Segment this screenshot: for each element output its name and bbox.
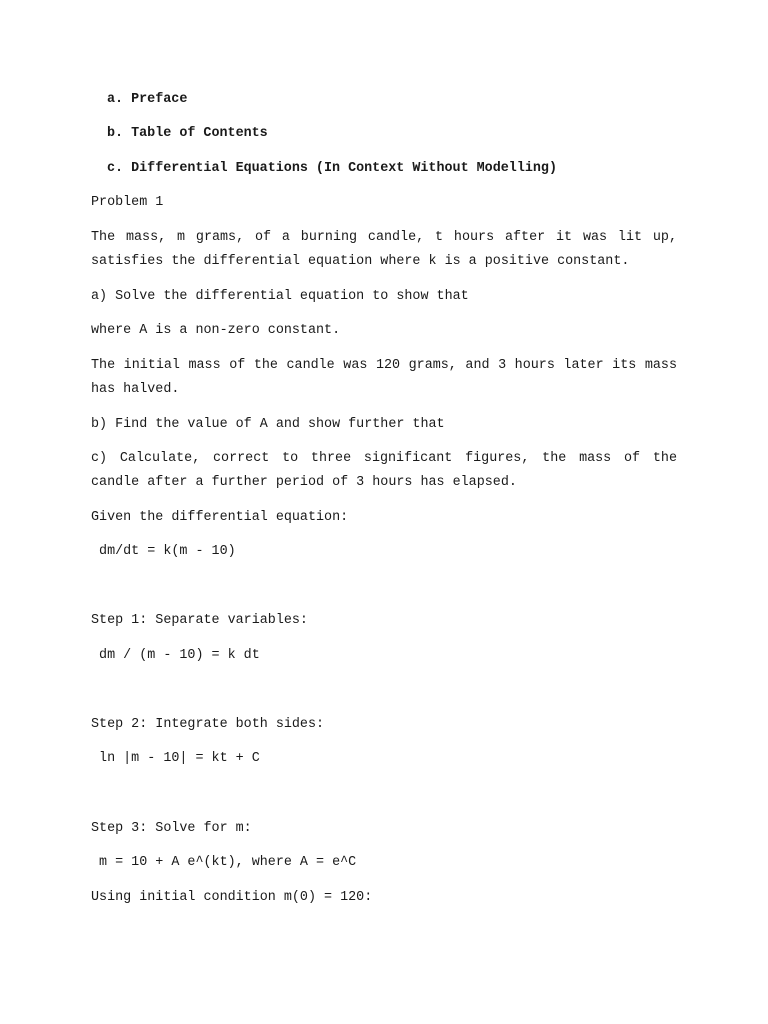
equation-integrated: ln |m - 10| = kt + C (91, 751, 260, 766)
equation-separated: dm / (m - 10) = k dt (91, 648, 260, 663)
equation-differential: dm/dt = k(m - 10) (91, 544, 236, 559)
problem-intro-paragraph: The mass, m grams, of a burning candle, t hours after it was lit up, satisfies the differential equation where k is a positive constant. (91, 230, 677, 269)
toc-item-table-of-contents: b. Table of Contents (107, 126, 268, 141)
initial-condition-text: Using initial condition m(0) = 120: (91, 890, 373, 905)
step-1-heading: Step 1: Separate variables: (91, 613, 308, 628)
step-2-heading: Step 2: Integrate both sides: (91, 717, 325, 732)
problem-heading: Problem 1 (91, 195, 164, 210)
step-3-heading: Step 3: Solve for m: (91, 821, 252, 836)
initial-mass-paragraph: The initial mass of the candle was 120 grams, and 3 hours later its mass has halved. (91, 358, 677, 397)
where-a-text: where A is a non-zero constant. (91, 323, 341, 338)
solution-given-text: Given the differential equation: (91, 510, 349, 525)
equation-solved: m = 10 + A e^(kt), where A = e^C (91, 855, 357, 870)
problem-part-c: c) Calculate, correct to three significant figures, the mass of the candle after a further period of 3 hours has elapsed. (91, 451, 677, 490)
problem-part-a: a) Solve the differential equation to show that (91, 289, 469, 304)
problem-part-b: b) Find the value of A and show further that (91, 417, 445, 432)
toc-item-preface: a. Preface (107, 92, 188, 107)
toc-item-differential-equations: c. Differential Equations (In Context Without Modelling) (107, 161, 557, 176)
